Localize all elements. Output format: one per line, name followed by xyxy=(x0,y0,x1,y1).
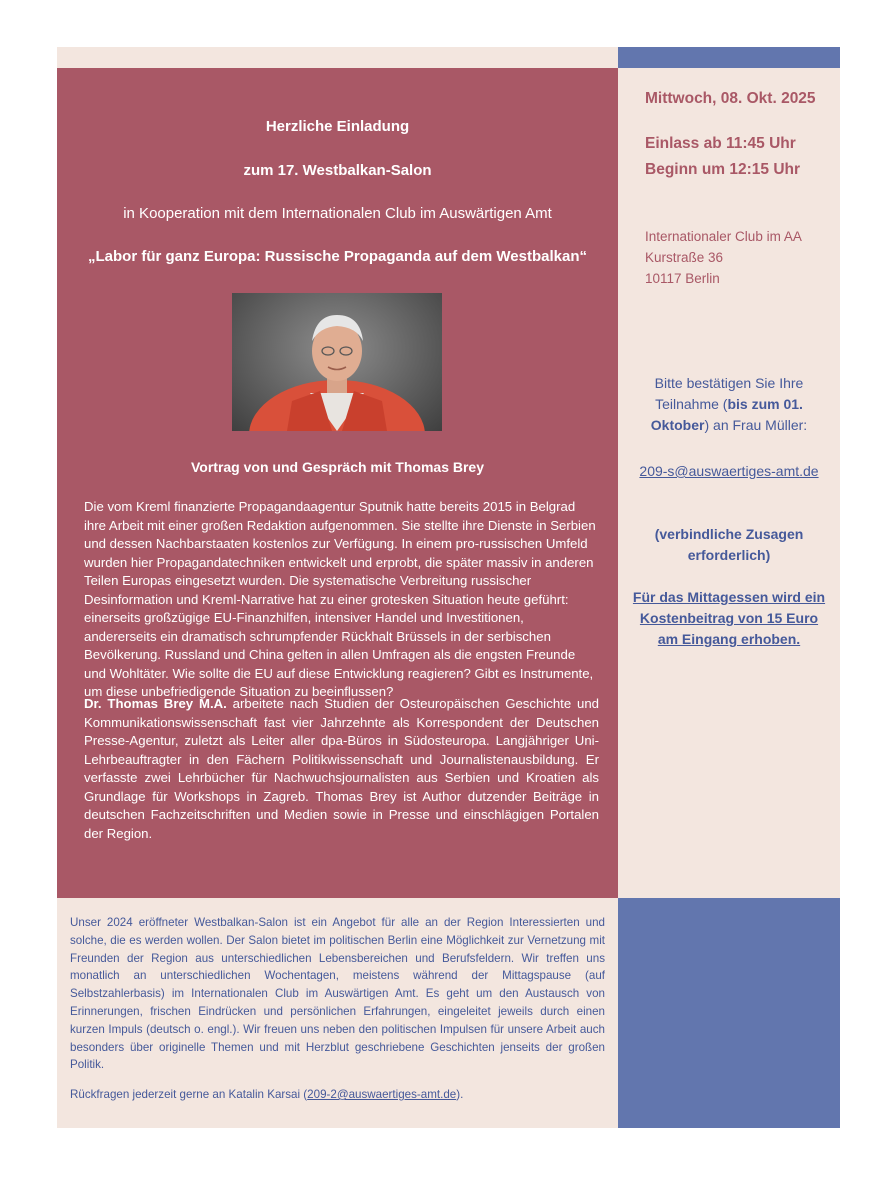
bottom-accent-block xyxy=(618,898,840,1128)
lunch-cost-note: Für das Mittagessen wird ein Kostenbeitrag von 15 Euro am Eingang erhoben. xyxy=(632,589,826,647)
contact-email-link[interactable]: 209-2@auswaertiges-amt.de xyxy=(307,1088,457,1101)
salon-number: zum 17. Westbalkan-Salon xyxy=(243,162,432,179)
rsvp-text-after: ) an Frau Müller: xyxy=(704,417,808,433)
talk-title: „Labor für ganz Europa: Russische Propaganda auf dem Westbalkan“ xyxy=(88,248,587,265)
contact-prefix: Rückfragen jederzeit gerne an Katalin Karsai ( xyxy=(70,1088,308,1101)
contact-suffix: ). xyxy=(456,1088,464,1101)
venue-name: Internationaler Club im AA xyxy=(645,229,802,244)
talk-heading: Vortrag von und Gespräch mit Thomas Brey xyxy=(190,459,485,475)
speaker-portrait xyxy=(232,293,442,431)
entry-time: Einlass ab 11:45 Uhr xyxy=(645,135,796,152)
speaker-bio xyxy=(84,695,599,843)
salon-info-panel xyxy=(57,898,618,1128)
top-strip-left xyxy=(57,47,618,68)
talk-abstract: Die vom Kreml finanzierte Propagandaagentur Sputnik hatte bereits 2015 in Belgrad ihre Arbeit mit einer großen Redaktion aufgenommen. Sie stellte ihre Dienste in Serbien und dessen Nachbarstaaten kostenlos zur Verfügung. In einem pro-russischen Umfeld wurden hier Propagandatechniken entwickelt und erprobt, die später massiv in anderen Teilen Europas eingesetzt wurden. Die systematische Verbreitung russischer Desinformation und Kreml-Narrative hat zu einer grotesken Situation heute geführt: einerseits großzügige EU-Finanzhilfen, intensiver Handel und Investitionen, andererseits ein dramatisch schrumpfender Rückhalt Brüssels in der serbischen Bevölkerung. Russland und China gelten in allen Umfragen als die engsten Freunde und Wohltäter. Wie sollte die EU auf diese Entwicklung reagieren? Gibt es Instrumente, um diese unbefriedigende Situation zu beeinflussen? xyxy=(84,499,596,699)
contact-line xyxy=(70,1086,605,1104)
binding-note: (verbindliche Zusagen erforderlich) xyxy=(654,526,804,563)
rsvp-deadline: bis zum 01. Oktober xyxy=(650,396,803,433)
venue-city: 10117 Berlin xyxy=(645,271,720,286)
salon-description: Unser 2024 eröffneter Westbalkan-Salon ist ein Angebot für alle an der Region Interessierten und solche, die es werden wollen. Der Salon bietet im politischen Berlin eine Möglichkeit zur Vernetzung mit Freunden der Region aus unterschiedlichen Lebensbereichen und Berufsfeldern. Wir treffen uns monatlich an unterschiedlichen Wochentagen, meistens während der Mittagspause (auf Selbstzahlerbasis) im Internationalen Club im Auswärtigen Amt. Es geht um den Austausch von Erinnerungen, frischen Eindrücken und persönlichen Erfahrungen, eingeleitet jeweils durch einen kurzen Impuls (deutsch o. engl.). Wir freuen uns neben den politischen Impulsen für unsere Arbeit auch besonders über originelle Themen und mit Herzblut geschriebene Geschichten jenseits der großen Politik. xyxy=(70,916,605,1072)
event-details-panel xyxy=(618,68,840,898)
rsvp-text-before: Bitte bestätigen Sie Ihre Teilnahme ( xyxy=(654,375,804,412)
speaker-bio-text: arbeitete nach Studien der Osteuropäischen Geschichte und Kommunikationswissenschaft fast vier Jahrzehnte als Korrespondent der Deutschen Presse-Agentur, zuletzt als Leiter aller dpa-Büros in Südosteuropa. Langjähriger Uni-Lehrbeauftragter in den Fächern Politikwissenschaft und Journalistenausbildung. Er verfasste zwei Lehrbücher für Nachwuchsjournalisten aus Serbien und Kroatien als Grundlage für Workshops in Zagreb. Thomas Brey ist Author dutzender Beiträge in deutschen Fachzeitschriften und Medien sowie in Presse und einschlägigen Portalen der Region. xyxy=(84,696,599,841)
top-strip-right xyxy=(618,47,840,68)
main-panel xyxy=(57,68,618,898)
rsvp-request xyxy=(628,373,830,436)
rsvp-email-link[interactable]: 209-s@auswaertiges-amt.de xyxy=(639,463,819,479)
start-time: Beginn um 12:15 Uhr xyxy=(645,161,801,178)
invitation-heading: Herzliche Einladung xyxy=(265,118,410,135)
speaker-name: Dr. Thomas Brey M.A. xyxy=(84,696,227,711)
speaker-portrait-illustration xyxy=(232,293,442,431)
venue-street: Kurstraße 36 xyxy=(645,250,724,265)
event-date: Mittwoch, 08. Okt. 2025 xyxy=(645,90,816,107)
cooperation-line: in Kooperation mit dem Internationalen Club im Auswärtigen Amt xyxy=(123,205,552,222)
